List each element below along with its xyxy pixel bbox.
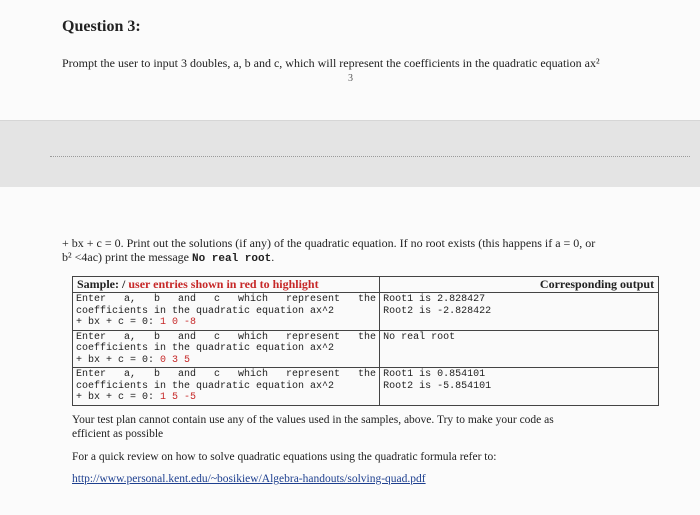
continuation-prefix: b² <4ac) print the message [62,250,192,264]
quadratic-handout-link[interactable]: http://www.personal.kent.edu/~bosikiew/Algebra-handouts/solving-quad.pdf [72,473,426,485]
table-row [73,330,659,368]
page-top [0,0,700,121]
continuation-suffix: . [271,250,275,264]
review-note: For a quick review on how to solve quadratic equations using the quadratic formula refer to: [72,451,497,463]
table-row [73,293,659,331]
test-plan-line-2: efficient as possible [72,428,164,440]
sample-input-cell [73,293,380,331]
sample-input-cell [73,330,380,368]
continuation-line-2 [62,250,274,265]
sample-entry: 1 5 -5 [160,392,197,403]
table-header-row [73,277,659,293]
page-number: 3 [348,73,353,84]
output-header: Corresponding output [380,277,659,293]
no-root-message: No real root [192,253,272,265]
question-prompt: Prompt the user to input 3 doubles, a, b and c, which will represent the coefficients in the quadratic equation ax² [62,56,600,70]
sample-header-prefix: Sample: / [77,277,129,291]
sample-output-cell: Root1 is 0.854101 Root2 is -5.854101 [380,368,659,406]
continuation-line-1: + bx + c = 0. Print out the solutions (if any) of the quadratic equation. If no root exists (this happens if a = 0, or [62,236,596,250]
page-bottom [0,187,700,515]
sample-header-red: user entries shown in red to highlight [128,277,319,291]
sample-prompt: Enter a, b and c which represent the coefficients in the quadratic equation ax^2 + bx + c = 0: [76,294,377,328]
sample-entry: 1 0 -8 [160,317,197,328]
sample-prompt: Enter a, b and c which represent the coefficients in the quadratic equation ax^2 + bx + c = 0: [76,331,377,366]
samples-table [72,276,659,406]
page-break-divider [50,156,690,157]
sample-input-cell [73,368,380,406]
sample-prompt: Enter a, b and c which represent the coefficients in the quadratic equation ax^2 + bx + c = 0: [76,369,377,403]
test-plan-line-1: Your test plan cannot contain use any of the values used in the samples, above. Try to make your code as [72,414,554,426]
table-row [73,368,659,406]
test-plan-note [72,413,554,441]
sample-header [73,277,380,293]
sample-output-cell: Root1 is 2.828427 Root2 is -2.828422 [380,293,659,331]
question-title: Question 3: [62,18,141,35]
sample-entry: 0 3 5 [160,354,191,366]
sample-output-cell: No real root [380,330,659,368]
